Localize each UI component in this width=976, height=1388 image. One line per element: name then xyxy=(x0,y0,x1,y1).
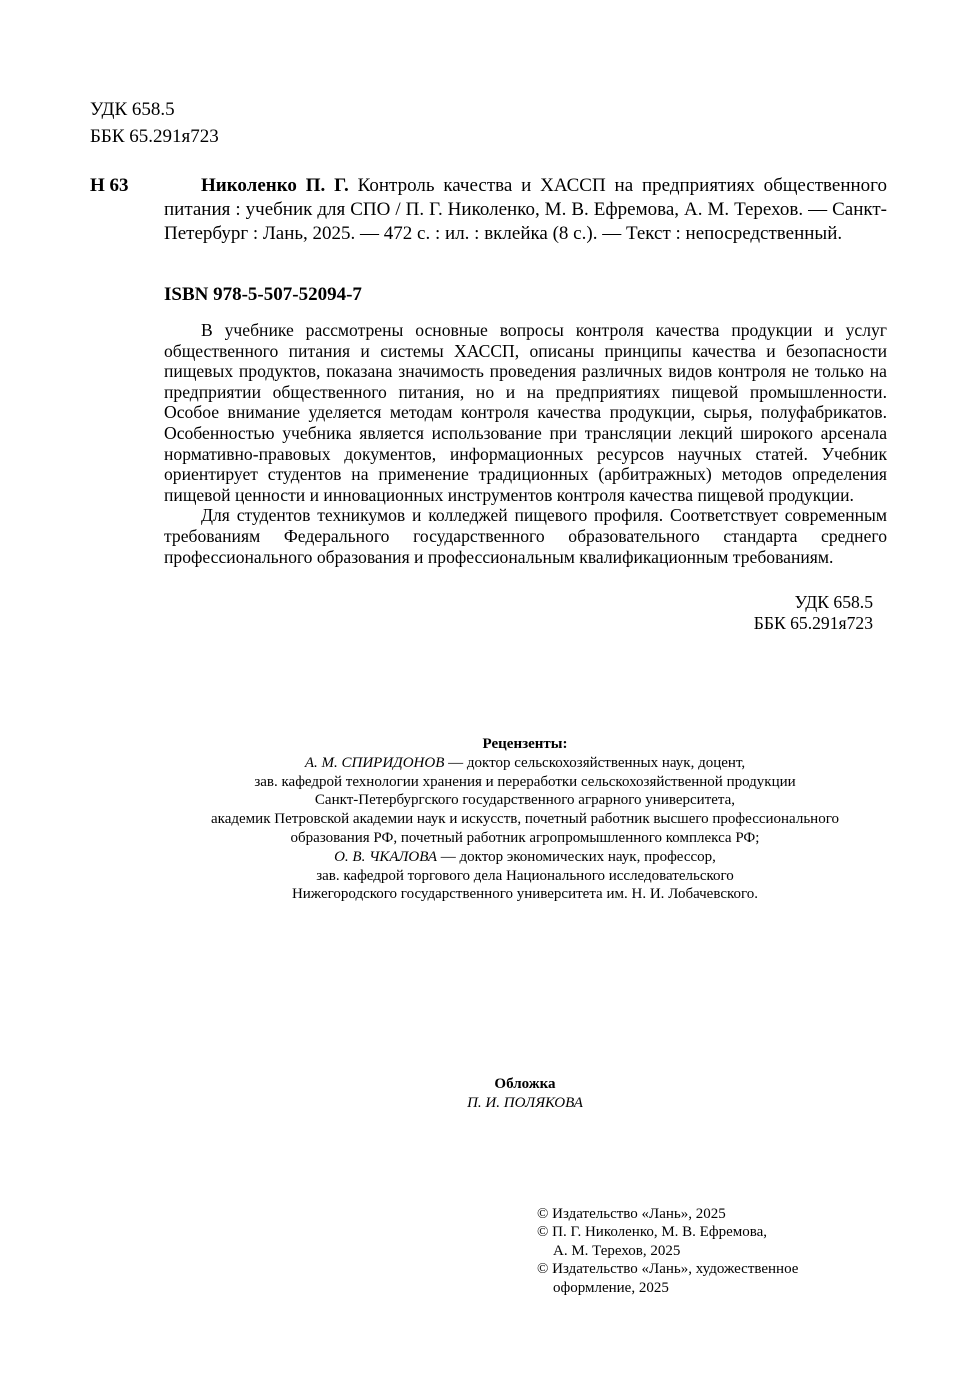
abstract-paragraph-2: Для студентов техникумов и колледжей пищевого профиля. Соответствует современным требованиям Федерального государственного образовательного стандарта среднего профессионального образования и профессиональным квалификационным требованиям. xyxy=(164,505,887,567)
book-description: Контроль качества и ХАССП на предприятиях общественного питания : учебник для СПО / П. Г. Николенко, М. В. Ефремова, А. М. Терехов. — Санкт-Петербург : Лань, 2025. — 472 с. : ил. : вклейка (8 с.). — Текст : непосредственный. xyxy=(164,175,887,244)
reviewer-1-line-4: академик Петровской академии наук и искусств, почетный работник высшего профессионального xyxy=(211,811,839,828)
copyright-line-2: © П. Г. Николенко, М. В. Ефремова, xyxy=(537,1224,768,1241)
reviewer-1-name: А. М. СПИРИДОНОВ xyxy=(304,754,445,771)
bbk-code-right: ББК 65.291я723 xyxy=(753,613,873,633)
copyright-line-3-cont: оформление, 2025 xyxy=(553,1279,669,1296)
reviewer-1-line-3: Санкт-Петербургского государственного аграрного университета, xyxy=(314,792,736,809)
copyright-line-1: © Издательство «Лань», 2025 xyxy=(537,1206,726,1222)
isbn: ISBN 978-5-507-52094-7 xyxy=(164,284,362,305)
reviewer-1-line-2: зав. кафедрой технологии хранения и переработки сельскохозяйственной продукции xyxy=(254,773,796,790)
reviewer-1-line-5: образования РФ, почетный работник агропромышленного комплекса РФ; xyxy=(290,829,760,846)
reviewer-2-name: О. В. ЧКАЛОВА xyxy=(334,848,437,865)
reviewer-1-title: — доктор сельскохозяйственных наук, доцент, xyxy=(444,754,746,771)
author-mark: Н 63 xyxy=(90,175,129,196)
reviewers-block xyxy=(150,735,900,904)
cover-heading: Обложка xyxy=(494,1076,556,1092)
copyright-line-3: © Издательство «Лань», художественное xyxy=(537,1261,799,1278)
classification-block-right xyxy=(700,592,873,634)
reviewer-2-line-2: зав. кафедрой торгового дела Национального исследовательского xyxy=(316,867,734,884)
reviewer-2-title: — доктор экономических наук, профессор, xyxy=(437,848,716,865)
author-name: Николенко П. Г. xyxy=(201,175,349,196)
reviewer-2-line-1 xyxy=(150,848,900,867)
copyright-line-2-cont: А. М. Терехов, 2025 xyxy=(553,1242,681,1259)
reviewers-heading: Рецензенты: xyxy=(482,736,568,752)
udk-code-right: УДК 658.5 xyxy=(794,592,873,612)
classification-block xyxy=(90,96,219,150)
reviewer-2-line-3: Нижегородского государственного университета им. Н. И. Лобачевского. xyxy=(291,886,759,903)
abstract xyxy=(164,320,887,567)
copyright-block xyxy=(537,1205,798,1297)
cover-credit xyxy=(400,1075,650,1113)
cover-designer: П. И. ПОЛЯКОВА xyxy=(467,1095,583,1111)
reviewer-1-line-1 xyxy=(150,754,900,773)
bbk-code: ББК 65.291я723 xyxy=(90,126,219,147)
udk-code: УДК 658.5 xyxy=(90,99,175,120)
bibliographic-record xyxy=(164,174,887,246)
abstract-paragraph-1: В учебнике рассмотрены основные вопросы контроля качества продукции и услуг общественного питания и системы ХАССП, описаны принципы качества и безопасности пищевых продуктов, показана значимость проведения различных видов контроля не только на предприятии общественного питания, но и на предприятиях пищевой промышленности. Особое внимание уделяется методам контроля качества продукции, сырья, полуфабрикатов. Особенностью учебника является использование при трансляции лекций широкого арсенала нормативно-правовых документов, информационных ресурсов научных статей. Учебник ориентирует студентов на применение традиционных (арбитражных) методов определения пищевой ценности и инновационных инструментов контроля качества пищевой продукции. xyxy=(164,320,887,505)
